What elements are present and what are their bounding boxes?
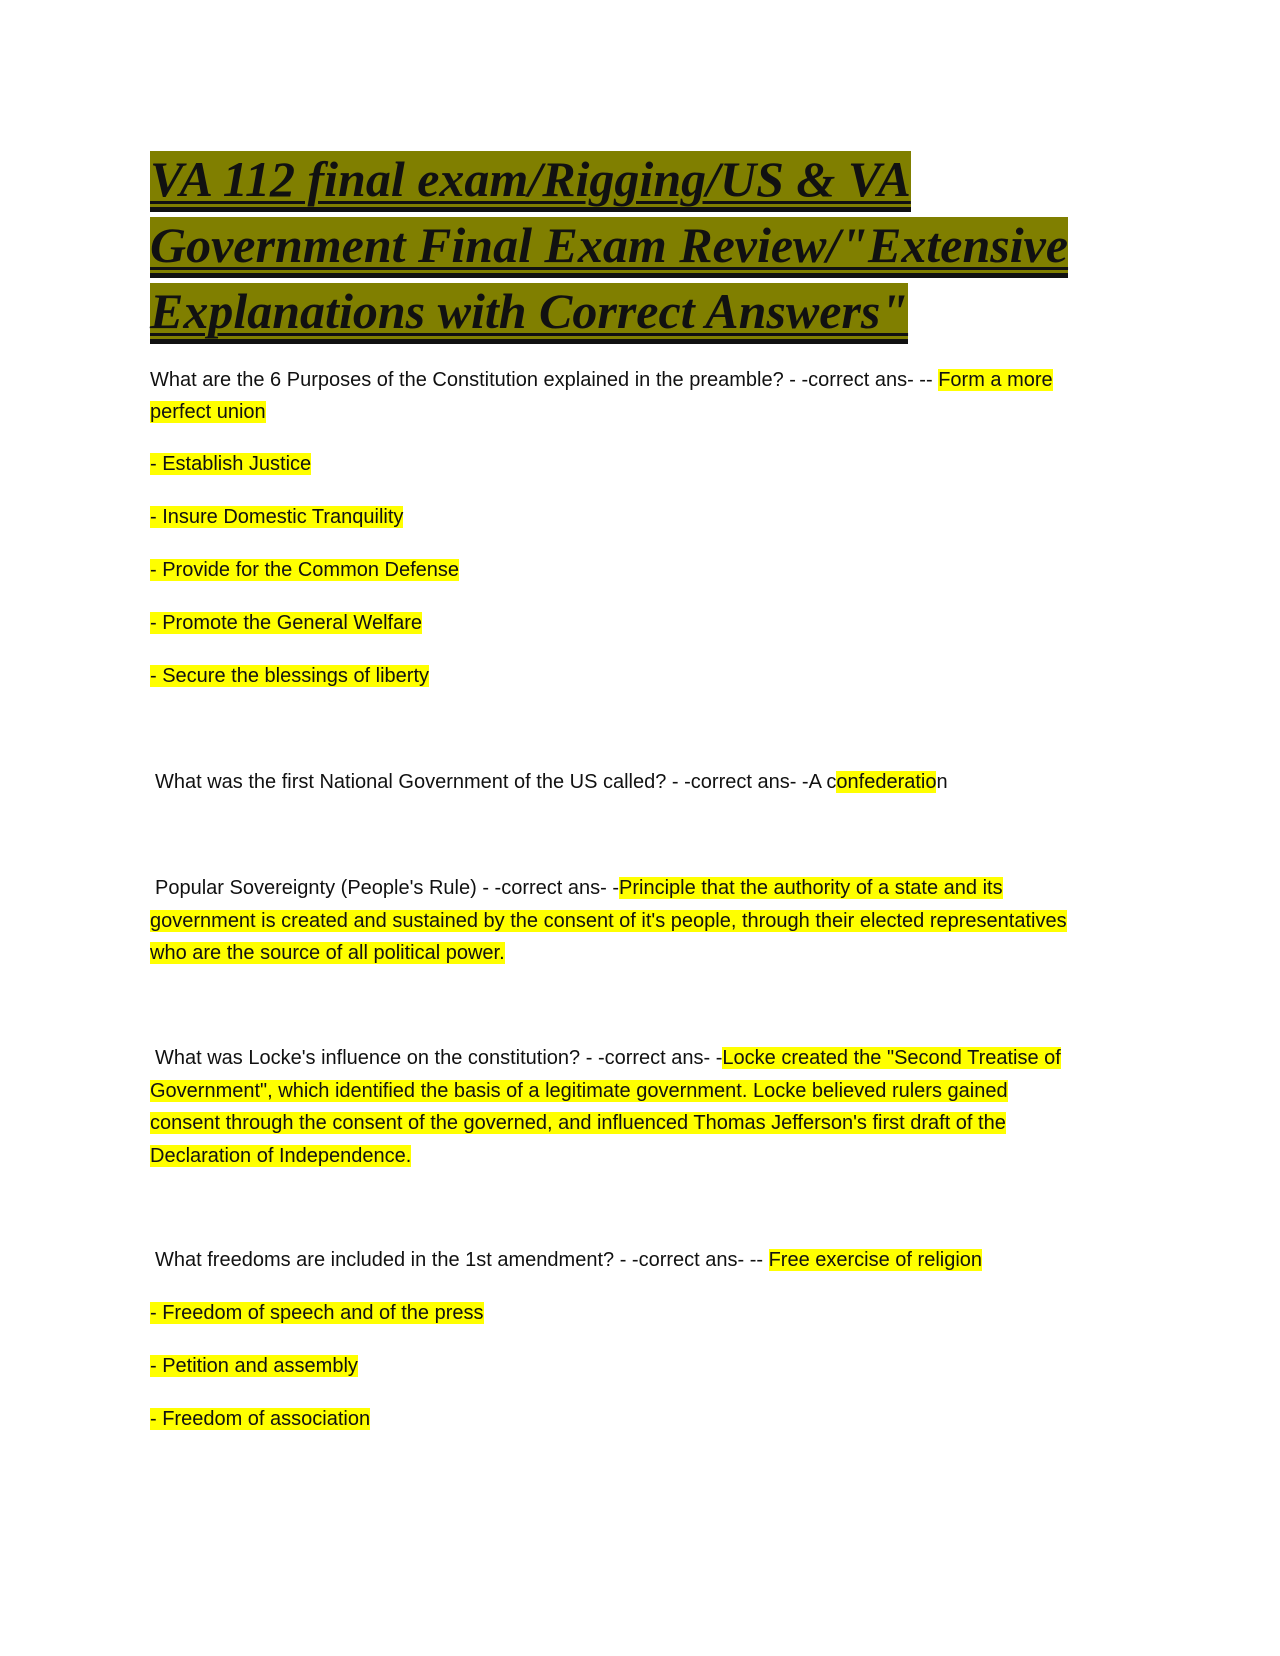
- document-title: [150, 146, 1130, 344]
- q3-answer-line-2-row: [150, 905, 1140, 938]
- q1-list-item: - Promote the General Welfare: [150, 612, 422, 634]
- q3-question-line: [150, 872, 1145, 905]
- q4-answer-line-3-row: [150, 1107, 1140, 1140]
- title-line-2: Government Final Exam Review/"Extensive: [150, 217, 1069, 273]
- q4-answer-line-1: Locke created the "Second Treatise of: [722, 1047, 1061, 1069]
- q3-answer-line-3-row: [150, 937, 1140, 970]
- q5-list-item: - Freedom of speech and of the press: [150, 1302, 484, 1324]
- q1-question: What are the 6 Purposes of the Constitution explained in the preamble? - -correct ans- --: [150, 369, 939, 391]
- title-line-1: VA 112 final exam/Rigging/US & VA: [150, 151, 911, 207]
- q5-question: What freedoms are included in the 1st amendment? - -correct ans- --: [155, 1249, 769, 1271]
- q1-question-line: [150, 364, 1140, 397]
- q4-answer-line-2: Government", which identified the basis of a legitimate government. Locke believed rulers gained: [150, 1080, 1008, 1102]
- q1-answer-line-2-row: [150, 396, 1140, 429]
- q1-list-item: - Secure the blessings of liberty: [150, 665, 430, 687]
- title-line-3: Explanations with Correct Answers": [150, 283, 909, 339]
- q1-list-item: - Establish Justice: [150, 453, 312, 475]
- q3-answer-line-1: Principle that the authority of a state and its: [619, 877, 1003, 899]
- q1-answer-line-1: Form a more: [938, 369, 1053, 391]
- q2-question: What was the first National Government of the US called? - -correct ans- -A c: [155, 771, 837, 793]
- q5-list-item: - Petition and assembly: [150, 1355, 358, 1377]
- q2-answer-highlight: onfederatio: [836, 771, 937, 793]
- q4-question-line: [150, 1042, 1145, 1075]
- q1-answer-line-2: perfect union: [150, 401, 266, 423]
- q4-answer-line-3: consent through the consent of the governed, and influenced Thomas Jefferson's first draft of the: [150, 1112, 1006, 1134]
- q4-question: What was Locke's influence on the constitution? - -correct ans- -: [155, 1047, 723, 1069]
- q5-answer-line-1: Free exercise of religion: [768, 1249, 983, 1271]
- q3-answer-line-2: government is created and sustained by the consent of it's people, through their elected representatives: [150, 910, 1067, 932]
- q4-answer-line-4: Declaration of Independence.: [150, 1145, 412, 1167]
- q2-answer-tail: n: [936, 771, 948, 793]
- q5-list-item: - Freedom of association: [150, 1408, 371, 1430]
- q2-question-line: [150, 766, 1145, 799]
- q5-question-line: [150, 1244, 1145, 1277]
- q4-answer-line-2-row: [150, 1075, 1140, 1108]
- q1-list-item: - Provide for the Common Defense: [150, 559, 460, 581]
- q1-list-item: - Insure Domestic Tranquility: [150, 506, 404, 528]
- q3-question: Popular Sovereignty (People's Rule) - -correct ans- -: [155, 877, 620, 899]
- q4-answer-line-4-row: [150, 1140, 1140, 1173]
- q3-answer-line-3: who are the source of all political power.: [150, 942, 505, 964]
